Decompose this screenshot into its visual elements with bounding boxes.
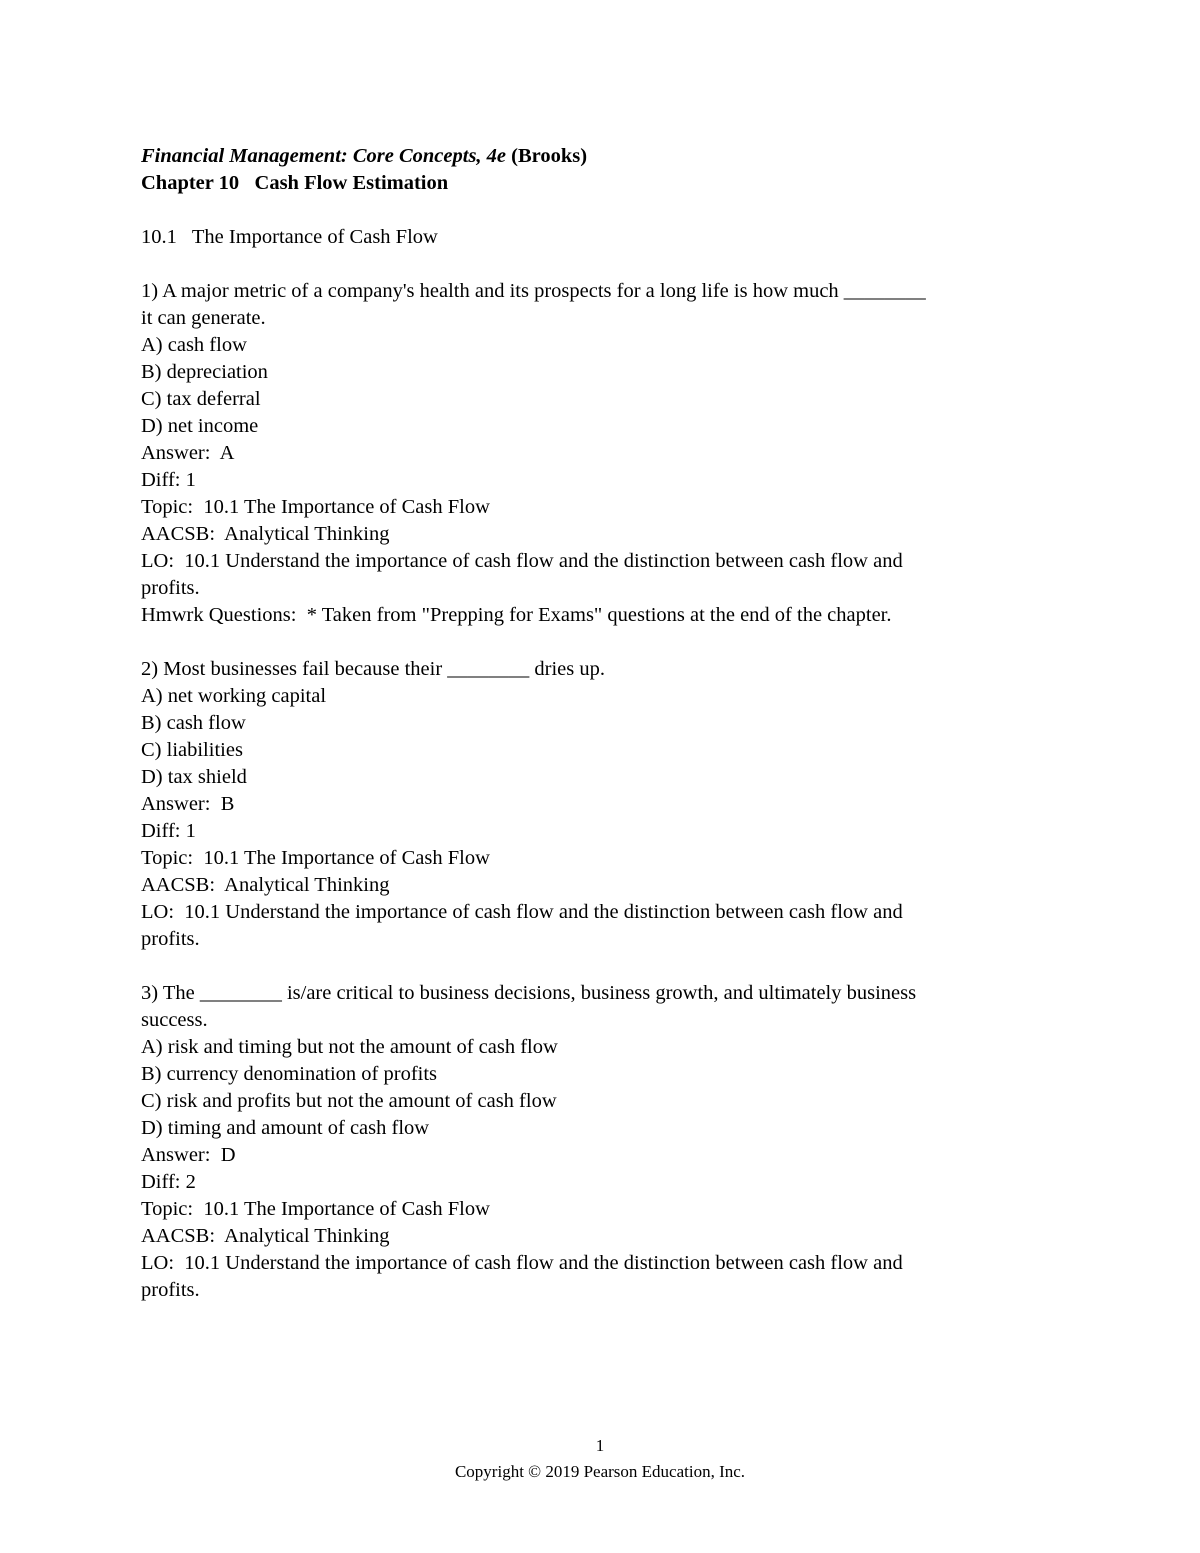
option-b: B) cash flow — [141, 712, 246, 734]
learning-objective: LO: 10.1 Understand the importance of cash flow and the distinction between cash flow and — [141, 901, 903, 923]
option-c: C) tax deferral — [141, 388, 261, 410]
option-b: B) currency denomination of profits — [141, 1063, 438, 1085]
option-d: D) net income — [141, 415, 259, 437]
learning-objective: profits. — [141, 577, 200, 599]
spacer — [141, 953, 1061, 980]
question-stem: success. — [141, 1009, 208, 1031]
homework-note: Hmwrk Questions: * Taken from "Prepping for Exams" questions at the end of the chapter. — [141, 604, 892, 626]
question-stem: 2) Most businesses fail because their ________ dries up. — [141, 658, 606, 680]
book-author: (Brooks) — [506, 145, 588, 167]
answer: Answer: A — [141, 442, 235, 464]
document-body — [141, 143, 1061, 1304]
copyright-notice: Copyright © 2019 Pearson Education, Inc. — [454, 1462, 746, 1481]
spacer — [141, 251, 1061, 278]
aacsb: AACSB: Analytical Thinking — [141, 523, 390, 545]
option-d: D) tax shield — [141, 766, 247, 788]
question-stem: 3) The ________ is/are critical to business decisions, business growth, and ultimately business — [141, 982, 917, 1004]
option-c: C) liabilities — [141, 739, 243, 761]
book-title — [141, 143, 1061, 170]
answer: Answer: D — [141, 1144, 236, 1166]
difficulty: Diff: 2 — [141, 1171, 196, 1193]
topic: Topic: 10.1 The Importance of Cash Flow — [141, 496, 490, 518]
answer: Answer: B — [141, 793, 235, 815]
topic: Topic: 10.1 The Importance of Cash Flow — [141, 847, 490, 869]
question-stem: it can generate. — [141, 307, 266, 329]
question-1 — [141, 278, 1061, 629]
aacsb: AACSB: Analytical Thinking — [141, 1225, 390, 1247]
option-b: B) depreciation — [141, 361, 268, 383]
question-3 — [141, 980, 1061, 1304]
question-2 — [141, 656, 1061, 953]
section-heading: 10.1 The Importance of Cash Flow — [141, 226, 438, 248]
topic: Topic: 10.1 The Importance of Cash Flow — [141, 1198, 490, 1220]
difficulty: Diff: 1 — [141, 820, 196, 842]
option-d: D) timing and amount of cash flow — [141, 1117, 430, 1139]
learning-objective: LO: 10.1 Understand the importance of cash flow and the distinction between cash flow and — [141, 1252, 903, 1274]
difficulty: Diff: 1 — [141, 469, 196, 491]
aacsb: AACSB: Analytical Thinking — [141, 874, 390, 896]
spacer — [141, 629, 1061, 656]
option-a: A) net working capital — [141, 685, 327, 707]
option-c: C) risk and profits but not the amount of cash flow — [141, 1090, 557, 1112]
book-title-text: Financial Management: Core Concepts, 4e — [141, 145, 507, 167]
learning-objective: profits. — [141, 928, 200, 950]
page-number: 1 — [595, 1436, 605, 1455]
option-a: A) cash flow — [141, 334, 247, 356]
spacer — [141, 197, 1061, 224]
learning-objective: profits. — [141, 1279, 200, 1301]
question-stem: 1) A major metric of a company's health and its prospects for a long life is how much ________ — [141, 280, 926, 302]
chapter-title: Chapter 10 Cash Flow Estimation — [141, 172, 449, 194]
option-a: A) risk and timing but not the amount of cash flow — [141, 1036, 558, 1058]
learning-objective: LO: 10.1 Understand the importance of cash flow and the distinction between cash flow and — [141, 550, 903, 572]
